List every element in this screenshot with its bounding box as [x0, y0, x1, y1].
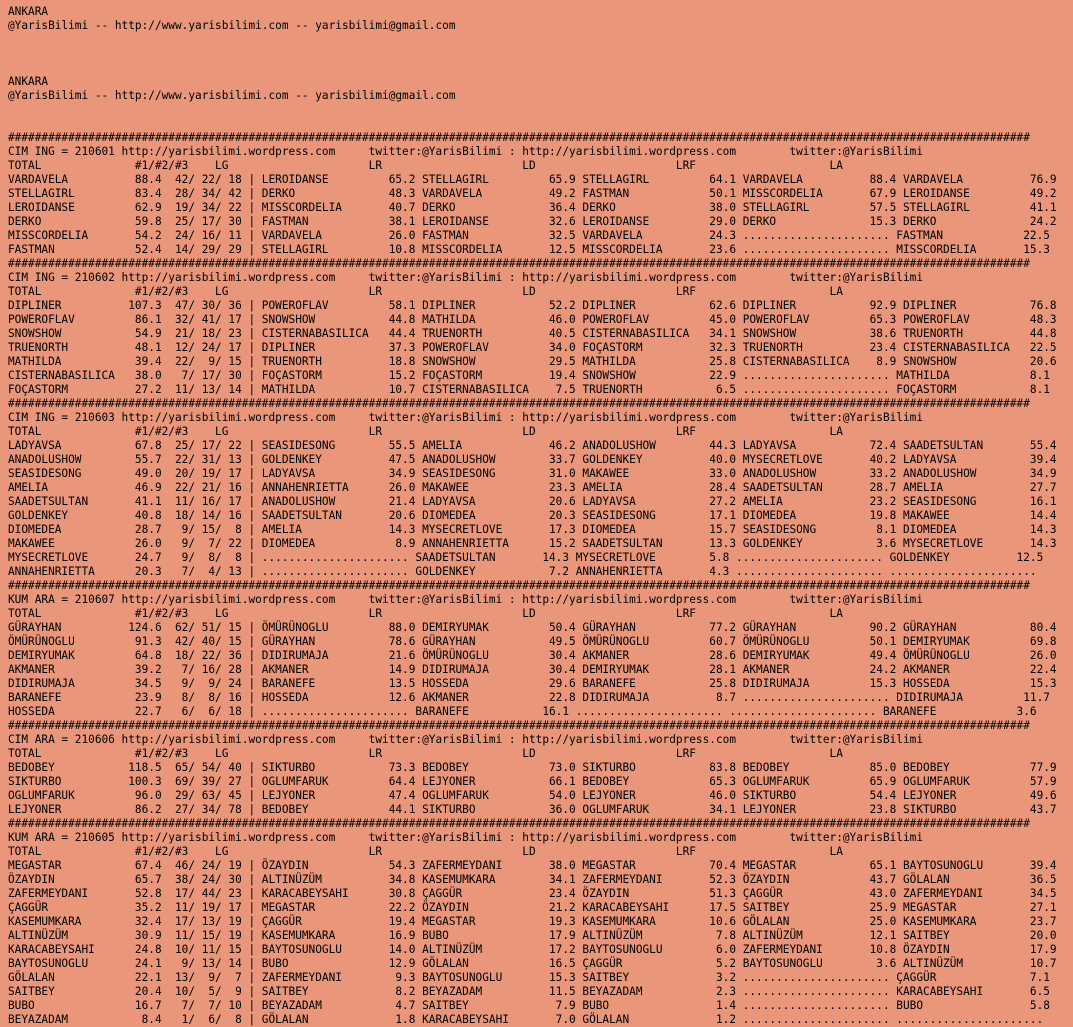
table-row: TRUENORTH 48.1 12/ 24/ 17 | DIPLINER 37.3 POWEROFLAV 34.0 FOÇASTORM 32.3 TRUENORTH 23.4 CISTERNABASILICA 22.5	[8, 341, 1057, 354]
table-row: KARACABEYSAHI 24.8 10/ 11/ 15 | BAYTOSUNOGLU 14.0 ALTINÜZÜM 17.2 BAYTOSUNOGLU 6.0 ZAFERMEYDANI 10.8 ÖZAYDIN 17.9	[8, 943, 1057, 956]
contact-line: @YarisBilimi -- http://www.yarisbilimi.com -- yarisbilimi@gmail.com	[8, 19, 456, 32]
table-row: ÖMÜRÜNOGLU 91.3 42/ 40/ 15 | GÜRAYHAN 78.6 GÜRAYHAN 49.5 ÖMÜRÜNOGLU 60.7 ÖMÜRÜNOGLU 50.1 DEMIRYUMAK 69.8	[8, 635, 1057, 648]
table-row: OGLUMFARUK 96.0 29/ 63/ 45 | LEJYONER 47.4 OGLUMFARUK 54.0 LEJYONER 46.0 SIKTURBO 54.4 LEJYONER 49.6	[8, 789, 1057, 802]
table-row: MEGASTAR 67.4 46/ 24/ 19 | ÖZAYDIN 54.3 ZAFERMEYDANI 38.0 MEGASTAR 70.4 MEGASTAR 65.1 BAYTOSUNOGLU 39.4	[8, 859, 1057, 872]
blank-line	[8, 103, 1073, 117]
column-header-line: TOTAL #1/#2/#3 LG LR LD LRF LA	[8, 159, 843, 172]
separator-line: #########################################################################################################################################################	[8, 579, 1030, 592]
city-title: ANKARA	[8, 75, 49, 88]
table-row: SAADETSULTAN 41.1 11/ 16/ 17 | ANADOLUSHOW 21.4 LADYAVSA 20.6 LADYAVSA 27.2 AMELIA 23.2 SEASIDESONG 16.1	[8, 495, 1057, 508]
table-row: DEMIRYUMAK 64.8 18/ 22/ 36 | DIDIRUMAJA 21.6 ÖMÜRÜNOGLU 30.4 AKMANER 28.6 DEMIRYUMAK 49.4 ÖMÜRÜNOGLU 26.0	[8, 649, 1057, 662]
blank-line	[8, 47, 1073, 61]
table-row: SEASIDESONG 49.0 20/ 19/ 17 | LADYAVSA 34.9 SEASIDESONG 31.0 MAKAWEE 33.0 ANADOLUSHOW 33.2 ANADOLUSHOW 34.9	[8, 467, 1057, 480]
contact-line: @YarisBilimi -- http://www.yarisbilimi.com -- yarisbilimi@gmail.com	[8, 89, 456, 102]
table-row: LEROIDANSE 62.9 19/ 34/ 22 | MISSCORDELIA 40.7 DERKO 36.4 DERKO 38.0 STELLAGIRL 57.5 STELLAGIRL 41.1	[8, 201, 1057, 214]
table-row: POWEROFLAV 86.1 32/ 41/ 17 | SNOWSHOW 44.8 MATHILDA 46.0 POWEROFLAV 45.0 POWEROFLAV 65.3 POWEROFLAV 48.3	[8, 313, 1057, 326]
table-row: MYSECRETLOVE 24.7 9/ 8/ 8 | ...................... SAADETSULTAN 14.3 MYSECRETLOVE 5.8 ...................... GOLDENKEY 12.5	[8, 551, 1044, 564]
column-header-line: TOTAL #1/#2/#3 LG LR LD LRF LA	[8, 425, 843, 438]
column-header-line: TOTAL #1/#2/#3 LG LR LD LRF LA	[8, 845, 843, 858]
table-row: GÜRAYHAN 124.6 62/ 51/ 15 | ÖMÜRÜNOGLU 88.0 DEMIRYUMAK 50.4 GÜRAYHAN 77.2 GÜRAYHAN 90.2 GÜRAYHAN 80.4	[8, 621, 1057, 634]
table-row: KASEMUMKARA 32.4 17/ 13/ 19 | ÇAGGÜR 19.4 MEGASTAR 19.3 KASEMUMKARA 10.6 GÖLALAN 25.0 KASEMUMKARA 23.7	[8, 915, 1057, 928]
table-row: LADYAVSA 67.8 25/ 17/ 22 | SEASIDESONG 55.5 AMELIA 46.2 ANADOLUSHOW 44.3 LADYAVSA 72.4 SAADETSULTAN 55.4	[8, 439, 1057, 452]
race-header-line: CIM ING = 210603 http://yarisbilimi.wordpress.com twitter:@YarisBilimi : http://yarisbilimi.wordpress.com twitter:@YarisBilimi	[8, 411, 924, 424]
table-row: FOÇASTORM 27.2 11/ 13/ 14 | MATHILDA 10.7 CISTERNABASILICA 7.5 TRUENORTH 6.5 ...................... FOÇASTORM 8.1	[8, 383, 1050, 396]
table-row: BEYAZADAM 8.4 1/ 6/ 8 | GÖLALAN 1.8 KARACABEYSAHI 7.0 GÖLALAN 1.2 ...................... ......................	[8, 1013, 1044, 1026]
table-row: SIKTURBO 100.3 69/ 39/ 27 | OGLUMFARUK 64.4 LEJYONER 66.1 BEDOBEY 65.3 OGLUMFARUK 65.9 OGLUMFARUK 57.9	[8, 775, 1057, 788]
race-header-line: CIM ING = 210602 http://yarisbilimi.wordpress.com twitter:@YarisBilimi : http://yarisbilimi.wordpress.com twitter:@YarisBilimi	[8, 271, 924, 284]
table-row: BUBO 16.7 7/ 7/ 10 | BEYAZADAM 4.7 SAITBEY 7.9 BUBO 1.4 ...................... BUBO 5.8	[8, 999, 1050, 1012]
separator-line: #########################################################################################################################################################	[8, 257, 1030, 270]
table-row: DIOMEDEA 28.7 9/ 15/ 8 | AMELIA 14.3 MYSECRETLOVE 17.3 DIOMEDEA 15.7 SEASIDESONG 8.1 DIOMEDEA 14.3	[8, 523, 1057, 536]
column-header-line: TOTAL #1/#2/#3 LG LR LD LRF LA	[8, 747, 843, 760]
table-row: AMELIA 46.9 22/ 21/ 16 | ANNAHENRIETTA 26.0 MAKAWEE 23.3 AMELIA 28.4 SAADETSULTAN 28.7 AMELIA 27.7	[8, 481, 1057, 494]
race-header-line: KUM ARA = 210607 http://yarisbilimi.wordpress.com twitter:@YarisBilimi : http://yarisbilimi.wordpress.com twitter:@YarisBilimi	[8, 593, 924, 606]
column-header-line: TOTAL #1/#2/#3 LG LR LD LRF LA	[8, 607, 843, 620]
table-row: BARANEFE 23.9 8/ 8/ 16 | HOSSEDA 12.6 AKMANER 22.8 DIDIRUMAJA 8.7 ...................... DIDIRUMAJA 11.7	[8, 691, 1050, 704]
race-header-line: CIM ARA = 210606 http://yarisbilimi.wordpress.com twitter:@YarisBilimi : http://yarisbilimi.wordpress.com twitter:@YarisBilimi	[8, 733, 924, 746]
table-row: ÇAGGÜR 35.2 11/ 19/ 17 | MEGASTAR 22.2 ÖZAYDIN 21.2 KARACABEYSAHI 17.5 SAITBEY 25.9 MEGASTAR 27.1	[8, 901, 1057, 914]
table-row: MISSCORDELIA 54.2 24/ 16/ 11 | VARDAVELA 26.0 FASTMAN 32.5 VARDAVELA 24.3 ...................... FASTMAN 22.5	[8, 229, 1050, 242]
table-row: VARDAVELA 88.4 42/ 22/ 18 | LEROIDANSE 65.2 STELLAGIRL 65.9 STELLAGIRL 64.1 VARDAVELA 88.4 VARDAVELA 76.9	[8, 173, 1057, 186]
table-row: ANADOLUSHOW 55.7 22/ 31/ 13 | GOLDENKEY 47.5 ANADOLUSHOW 33.7 GOLDENKEY 40.0 MYSECRETLOVE 40.2 LADYAVSA 39.4	[8, 453, 1057, 466]
separator-line: #########################################################################################################################################################	[8, 397, 1030, 410]
table-row: SNOWSHOW 54.9 21/ 18/ 23 | CISTERNABASILICA 44.4 TRUENORTH 40.5 CISTERNABASILICA 34.1 SNOWSHOW 38.6 TRUENORTH 44.8	[8, 327, 1057, 340]
table-row: ALTINÜZÜM 30.9 11/ 15/ 19 | KASEMUMKARA 16.9 BUBO 17.9 ALTINÜZÜM 7.8 ALTINÜZÜM 12.1 SAITBEY 20.0	[8, 929, 1057, 942]
table-row: AKMANER 39.2 7/ 16/ 28 | AKMANER 14.9 DIDIRUMAJA 30.4 DEMIRYUMAK 28.1 AKMANER 24.2 AKMANER 22.4	[8, 663, 1057, 676]
table-row: DIDIRUMAJA 34.5 9/ 9/ 24 | BARANEFE 13.5 HOSSEDA 29.6 BARANEFE 25.8 DIDIRUMAJA 15.3 HOSSEDA 15.3	[8, 677, 1057, 690]
table-row: BEDOBEY 118.5 65/ 54/ 40 | SIKTURBO 73.3 BEDOBEY 73.0 SIKTURBO 83.8 BEDOBEY 85.0 BEDOBEY 77.9	[8, 761, 1057, 774]
table-row: BAYTOSUNOGLU 24.1 9/ 13/ 14 | BUBO 12.9 GÖLALAN 16.5 ÇAGGÜR 5.2 BAYTOSUNOGLU 3.6 ALTINÜZÜM 10.7	[8, 957, 1057, 970]
table-row: GÖLALAN 22.1 13/ 9/ 7 | ZAFERMEYDANI 9.3 BAYTOSUNOGLU 15.3 SAITBEY 3.2 ...................... ÇAGGÜR 7.1	[8, 971, 1050, 984]
separator-line: #########################################################################################################################################################	[8, 817, 1030, 830]
race-header-line: CIM ING = 210601 http://yarisbilimi.wordpress.com twitter:@YarisBilimi : http://yarisbilimi.wordpress.com twitter:@YarisBilimi	[8, 145, 924, 158]
table-row: HOSSEDA 22.7 6/ 6/ 18 | ...................... BARANEFE 16.1 ...................... ...................... BARANEFE 3.6	[8, 705, 1037, 718]
blank-line	[8, 61, 1073, 75]
blank-line	[8, 33, 1073, 47]
table-row: SAITBEY 20.4 10/ 5/ 9 | SAITBEY 8.2 BEYAZADAM 11.5 BEYAZADAM 2.3 ...................... KARACABEYSAHI 6.5	[8, 985, 1050, 998]
table-row: ÖZAYDIN 65.7 38/ 24/ 30 | ALTINÜZÜM 34.8 KASEMUMKARA 34.1 ZAFERMEYDANI 52.3 ÖZAYDIN 43.7 GÖLALAN 36.5	[8, 873, 1057, 886]
table-row: ZAFERMEYDANI 52.8 17/ 44/ 23 | KARACABEYSAHI 30.8 ÇAGGÜR 23.4 ÖZAYDIN 51.3 ÇAGGÜR 43.0 ZAFERMEYDANI 34.5	[8, 887, 1057, 900]
column-header-line: TOTAL #1/#2/#3 LG LR LD LRF LA	[8, 285, 843, 298]
table-row: STELLAGIRL 83.4 28/ 34/ 42 | DERKO 48.3 VARDAVELA 49.2 FASTMAN 50.1 MISSCORDELIA 67.9 LEROIDANSE 49.2	[8, 187, 1057, 200]
blank-line	[8, 117, 1073, 131]
city-title: ANKARA	[8, 5, 49, 18]
separator-line: #########################################################################################################################################################	[8, 131, 1030, 144]
table-row: FASTMAN 52.4 14/ 29/ 29 | STELLAGIRL 10.8 MISSCORDELIA 12.5 MISSCORDELIA 23.6 ...................... MISSCORDELIA 15.3	[8, 243, 1050, 256]
table-row: DERKO 59.8 25/ 17/ 30 | FASTMAN 38.1 LEROIDANSE 32.6 LEROIDANSE 29.0 DERKO 15.3 DERKO 24.2	[8, 215, 1057, 228]
table-row: MATHILDA 39.4 22/ 9/ 15 | TRUENORTH 18.8 SNOWSHOW 29.5 MATHILDA 25.8 CISTERNABASILICA 8.9 SNOWSHOW 20.6	[8, 355, 1057, 368]
separator-line: #########################################################################################################################################################	[8, 719, 1030, 732]
table-row: MAKAWEE 26.0 9/ 7/ 22 | DIOMEDEA 8.9 ANNAHENRIETTA 15.2 SAADETSULTAN 13.3 GOLDENKEY 3.6 MYSECRETLOVE 14.3	[8, 537, 1057, 550]
table-row: CISTERNABASILICA 38.0 7/ 17/ 30 | FOÇASTORM 15.2 FOÇASTORM 19.4 SNOWSHOW 22.9 ...................... MATHILDA 8.1	[8, 369, 1050, 382]
table-row: DIPLINER 107.3 47/ 30/ 36 | POWEROFLAV 58.1 DIPLINER 52.2 DIPLINER 62.6 DIPLINER 92.9 DIPLINER 76.8	[8, 299, 1057, 312]
race-header-line: KUM ARA = 210605 http://yarisbilimi.wordpress.com twitter:@YarisBilimi : http://yarisbilimi.wordpress.com twitter:@YarisBilimi	[8, 831, 924, 844]
table-row: GOLDENKEY 40.8 18/ 14/ 16 | SAADETSULTAN 20.6 DIOMEDEA 20.3 SEASIDESONG 17.1 DIOMEDEA 19.8 MAKAWEE 14.4	[8, 509, 1057, 522]
table-row: LEJYONER 86.2 27/ 34/ 78 | BEDOBEY 44.1 SIKTURBO 36.0 OGLUMFARUK 34.1 LEJYONER 23.8 SIKTURBO 43.7	[8, 803, 1057, 816]
table-row: ANNAHENRIETTA 20.3 7/ 4/ 13 | ...................... GOLDENKEY 7.2 ANNAHENRIETTA 4.3 ...................... ......................	[8, 565, 1037, 578]
